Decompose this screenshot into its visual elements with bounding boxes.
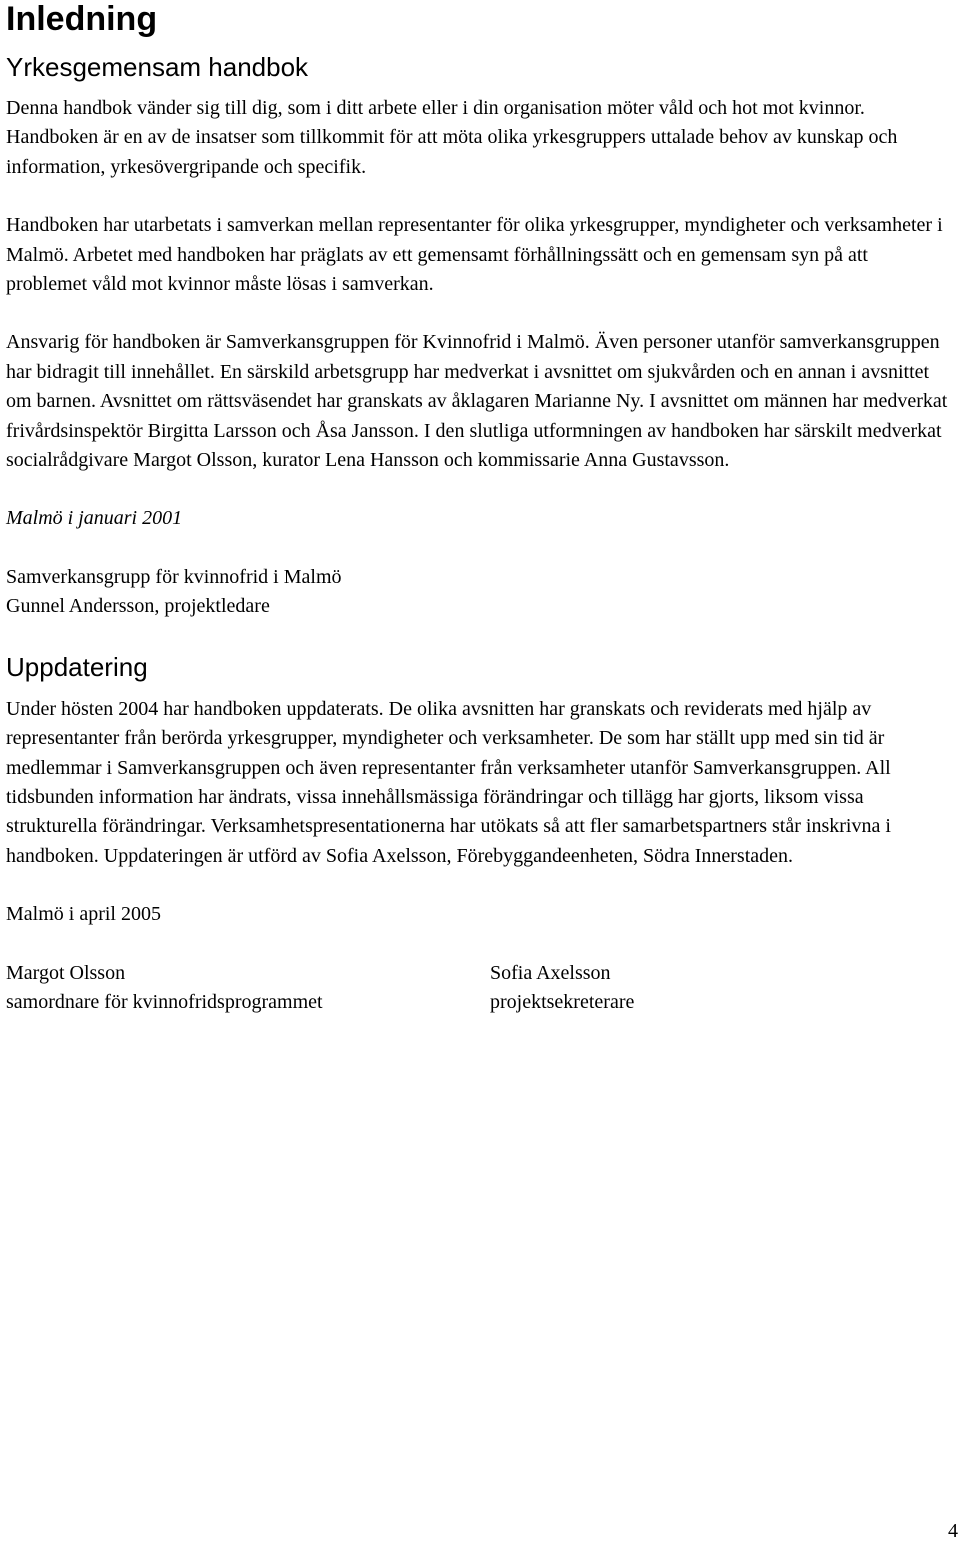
- paragraph-samverkan: Handboken har utarbetats i samverkan mellan representanter för olika yrkesgrupper, myndigheter och verksamheter i Malmö. Arbetet med handboken har präglats av ett gemensamt förhållningssätt och en gemensam syn på att problemet våld mot kvinnor måste lösas i samverkan.: [6, 214, 943, 296]
- signature-role: projektsekreterare: [490, 990, 635, 1013]
- signature-right: [490, 959, 930, 1018]
- signature-left: [6, 959, 490, 1018]
- signature-role: samordnare för kvinnofridsprogrammet: [6, 990, 323, 1013]
- date-2001: Malmö i januari 2001: [6, 507, 183, 530]
- signature-group: Samverkansgrupp för kvinnofrid i Malmö: [6, 565, 342, 588]
- page-title: Inledning: [6, 0, 158, 38]
- paragraph-intro: Denna handbok vänder sig till dig, som i ditt arbete eller i din organisation möter våld och hot mot kvinnor. Handboken är en av de insatser som tillkommit för att möta olika yrkesgruppers uttalade behov av kunskap och information, yrkesövergripande och specifik.: [6, 97, 898, 178]
- signature-row: [6, 959, 954, 1018]
- signature-author: Gunnel Andersson, projektledare: [6, 595, 270, 618]
- section-heading-yrkesgemensam: Yrkesgemensam handbok: [6, 52, 309, 82]
- section-heading-uppdatering: Uppdatering: [6, 651, 148, 682]
- signature-name: Margot Olsson: [6, 961, 126, 984]
- document-page: [6, 0, 954, 1017]
- page-number: 4: [948, 1520, 958, 1542]
- paragraph-uppdatering: Under hösten 2004 har handboken uppdaterats. De olika avsnitten har granskats och reviderats med hjälp av representanter från berörda yrkesgrupper, myndigheter och verksamheter. De som har ställt upp med sin tid är medlemmar i Samverkansgruppen och även representanter från verksamheter utanför Samverkansgruppen. All tidsbunden information har ändrats, vissa innehållsmässiga förändringar och tillägg har gjorts, liksom vissa strukturella förändringar. Verksamhetspresentationerna har utökats så att fler samarbetspartners står inskrivna i handboken. Uppdateringen är utförd av Sofia Axelsson, Förebyggandeenheten, Södra Innerstaden.: [6, 697, 891, 867]
- signature-name: Sofia Axelsson: [490, 961, 611, 984]
- date-2005: Malmö i april 2005: [6, 903, 161, 926]
- paragraph-ansvarig: Ansvarig för handboken är Samverkansgruppen för Kvinnofrid i Malmö. Även personer utanför samverkansgruppen har bidragit till innehållet. En särskild arbetsgrupp har medverkat i avsnittet om sjukvården och en annan i avsnittet om barnen. Avsnittet om rättsväsendet har granskats av åklagaren Marianne Ny. I avsnittet om männen har medverkat frivårdsinspektör Birgitta Larsson och Åsa Jansson. I den slutliga utformningen av handboken har särskilt medverkat socialrådgivare Margot Olsson, kurator Lena Hansson och kommissarie Anna Gustavsson.: [6, 331, 948, 472]
